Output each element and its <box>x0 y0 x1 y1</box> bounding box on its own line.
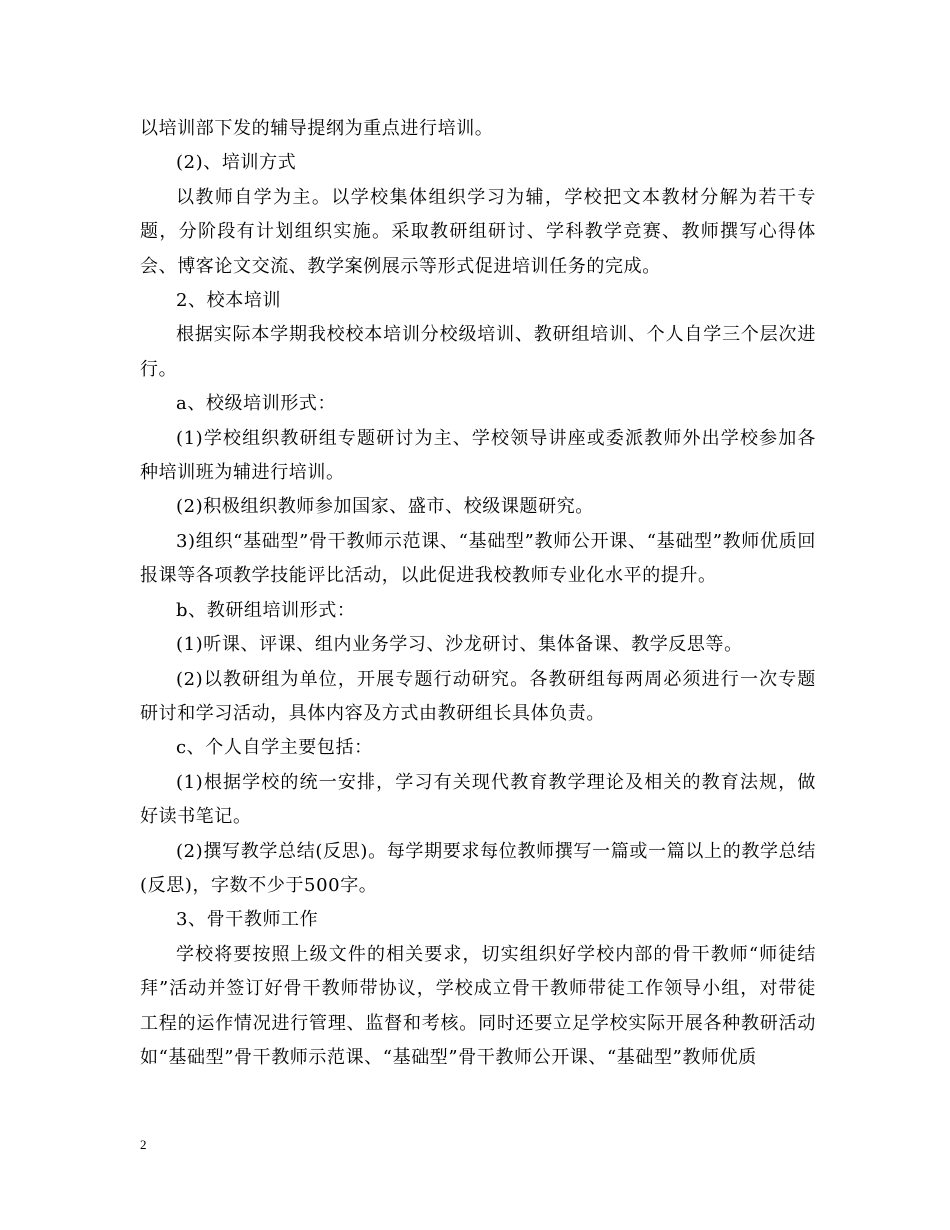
paragraph-15: (2)撰写教学总结(反思)。每学期要求每位教师撰写一篇或一篇以上的教学总结(反思)，字数不少于500字。 <box>140 840 816 896</box>
paragraph-16: 3、骨干教师工作 <box>176 909 319 931</box>
paragraph-12: (2)以教研组为单位，开展专题行动研究。各教研组每两周必须进行一次专题研讨和学习活动，具体内容及方式由教研组长具体负责。 <box>140 668 816 724</box>
paragraph-17: 学校将要按照上级文件的相关要求，切实组织好学校内部的骨干教师“师徒结拜”活动并签订好骨干教师带协议，学校成立骨干教师带徒工作领导小组，对带徒工程的运作情况进行管理、监督和考核。同时还要立足学校实际开展各种教研活动如“基础型”骨干教师示范课、“基础型”骨干教师公开课、“基础型”教师优质 <box>140 943 816 1068</box>
paragraph-3: 以教师自学为主。以学校集体组织学习为辅，学校把文本教材分解为若干专题，分阶段有计划组织实施。采取教研组研讨、学科教学竞赛、教师撰写心得体会、博客论文交流、教学案例展示等形式促进培训任务的完成。 <box>140 186 816 277</box>
paragraph-10: b、教研组培训形式： <box>176 599 356 621</box>
document-body <box>140 112 816 1075</box>
paragraph-7: (1)学校组织教研组专题研讨为主、学校领导讲座或委派教师外出学校参加各种培训班为辅进行培训。 <box>140 427 816 484</box>
paragraph-9: 3)组织“基础型”骨干教师示范课、“基础型”教师公开课、“基础型”教师优质回报课等各项教学技能评比活动，以此促进我校教师专业化水平的提升。 <box>140 530 816 587</box>
paragraph-1: 以培训部下发的辅导提纲为重点进行培训。 <box>140 118 494 139</box>
paragraph-2: (2)、培训方式 <box>176 152 297 174</box>
paragraph-8: (2)积极组织教师参加国家、盛市、校级课题研究。 <box>176 496 594 518</box>
page-number: 2 <box>140 1137 147 1152</box>
paragraph-14: (1)根据学校的统一安排，学习有关现代教育教学理论及相关的教育法规，做好读书笔记。 <box>140 771 816 828</box>
paragraph-11: (1)听课、评课、组内业务学习、沙龙研讨、集体备课、教学反思等。 <box>176 634 743 656</box>
paragraph-13: c、个人自学主要包括： <box>176 737 373 759</box>
paragraph-6: a、校级培训形式： <box>176 393 337 415</box>
paragraph-5: 根据实际本学期我校校本培训分校级培训、教研组培训、个人自学三个层次进行。 <box>140 324 816 380</box>
paragraph-4: 2、校本培训 <box>176 290 282 312</box>
